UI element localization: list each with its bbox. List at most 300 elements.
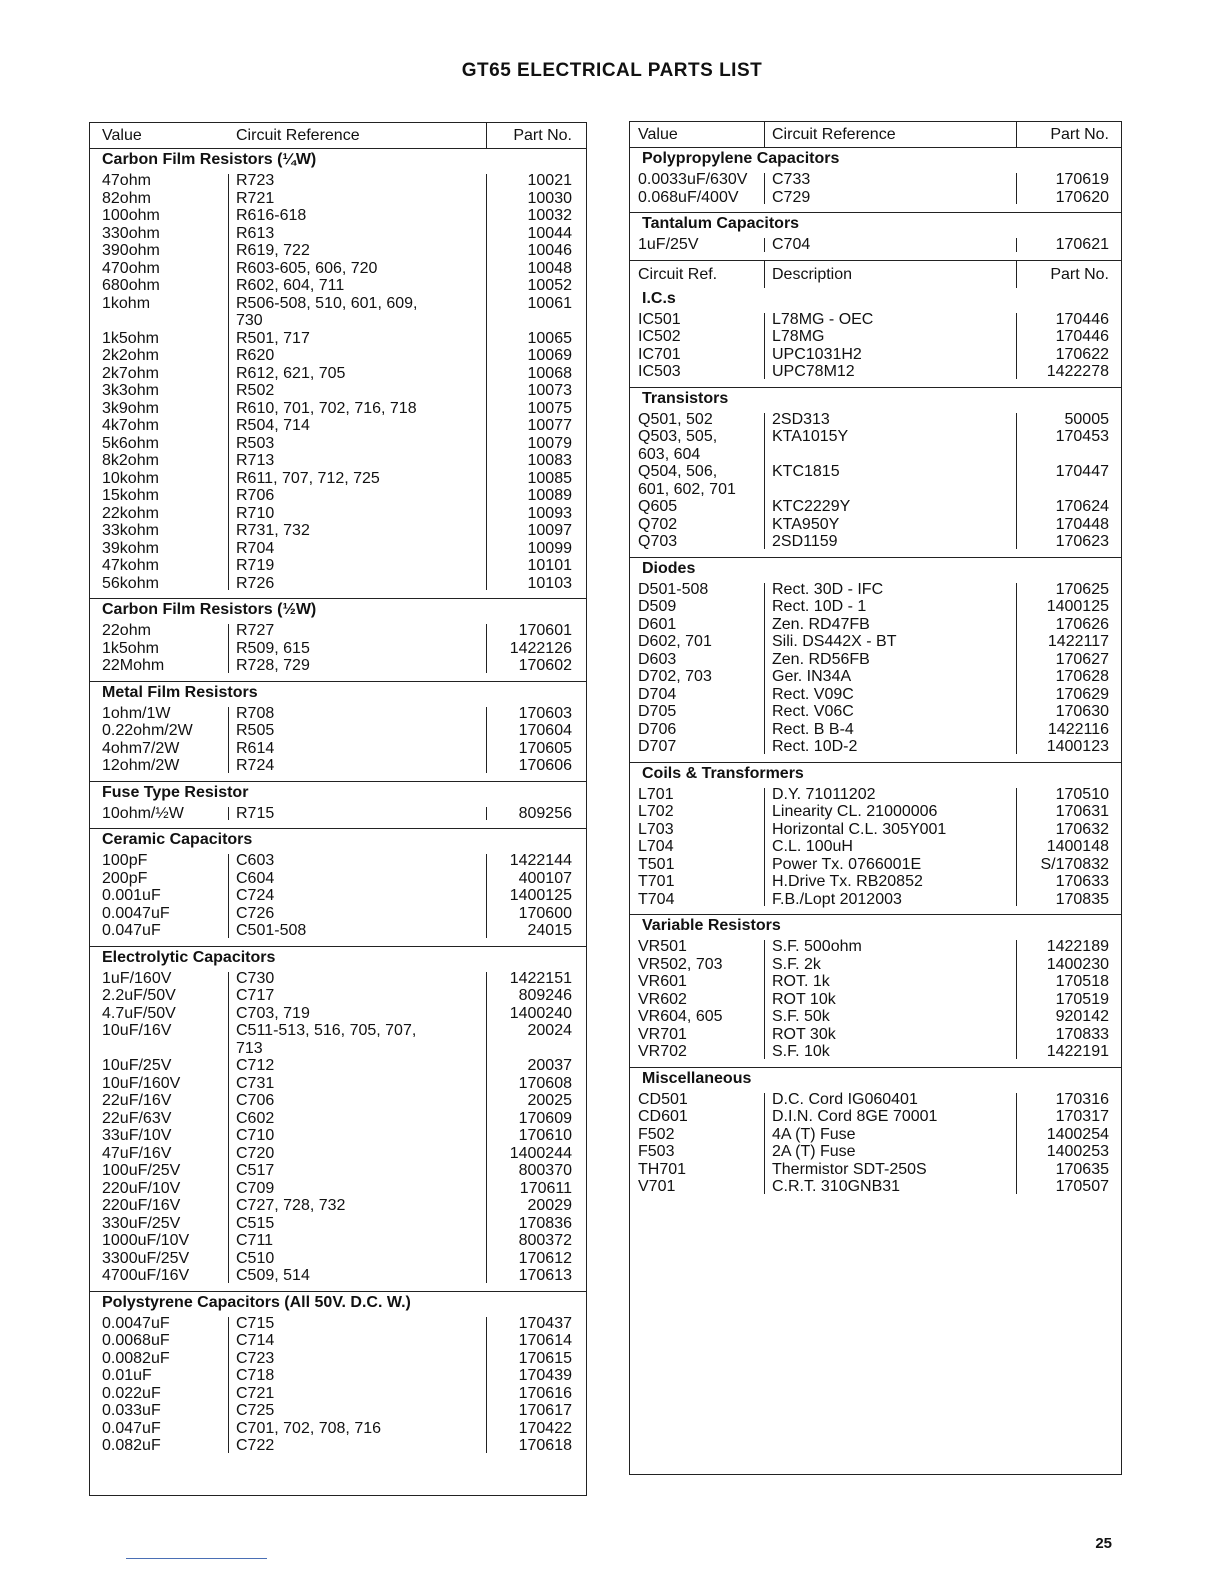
table-row bbox=[630, 786, 1121, 804]
cell-part-no: 1422191 bbox=[1046, 1043, 1109, 1060]
parts-section bbox=[630, 914, 1121, 1067]
table-row bbox=[630, 991, 1121, 1009]
cell-value: 0.047uF bbox=[102, 1419, 161, 1437]
cell-part-no: 50005 bbox=[1064, 410, 1109, 428]
cell-reference: Power Tx. 0766001E bbox=[772, 855, 922, 873]
column-divider bbox=[228, 707, 229, 773]
cell-value: 4.7uF/50V bbox=[102, 1004, 176, 1022]
table-row bbox=[90, 347, 586, 365]
page-number: 25 bbox=[1095, 1535, 1112, 1552]
cell-reference: R610, 701, 702, 716, 718 bbox=[236, 399, 417, 417]
cell-reference: R603-605, 606, 720 bbox=[236, 259, 378, 277]
cell-part-no: 1422144 bbox=[509, 852, 572, 869]
cell-value: CD601 bbox=[638, 1108, 688, 1125]
footer-rule bbox=[126, 1558, 267, 1559]
cell-reference: R724 bbox=[236, 757, 275, 774]
cell-part-no: 170422 bbox=[518, 1419, 572, 1437]
cell-value: VR501 bbox=[638, 938, 687, 955]
cell-reference: S.F. 500ohm bbox=[772, 938, 862, 955]
table-row bbox=[90, 1367, 586, 1385]
table-row bbox=[630, 463, 1121, 481]
table-row bbox=[90, 722, 586, 740]
cell-reference: R619, 722 bbox=[236, 242, 310, 259]
cell-reference: Linearity CL. 21000006 bbox=[772, 803, 938, 820]
cell-reference: R502 bbox=[236, 382, 275, 399]
cell-reference: C511-513, 516, 705, 707, bbox=[236, 1022, 417, 1039]
cell-value: Q702 bbox=[638, 515, 678, 533]
table-row bbox=[90, 1350, 586, 1368]
cell-reference: C.L. 100uH bbox=[772, 838, 853, 855]
cell-value: D706 bbox=[638, 720, 677, 738]
cell-part-no: 170510 bbox=[1055, 785, 1109, 803]
cell-part-no: 170317 bbox=[1055, 1108, 1109, 1125]
cell-part-no: 1400123 bbox=[1046, 738, 1109, 755]
table-row bbox=[630, 616, 1121, 634]
cell-value: 0.0047uF bbox=[102, 1314, 170, 1332]
cell-part-no: 170622 bbox=[1055, 345, 1109, 363]
cell-reference: KTA950Y bbox=[772, 515, 840, 533]
cell-value: 22ohm bbox=[102, 622, 151, 639]
cell-reference: S.F. 50k bbox=[772, 1008, 830, 1025]
table-header bbox=[630, 122, 1121, 148]
section-rows bbox=[630, 938, 1121, 1061]
table-row bbox=[90, 400, 586, 418]
cell-part-no: 1400240 bbox=[509, 1004, 572, 1022]
cell-reference: C703, 719 bbox=[236, 1004, 310, 1022]
cell-reference: Thermistor SDT-250S bbox=[772, 1160, 927, 1178]
cell-part-no: 170633 bbox=[1055, 873, 1109, 890]
table-row bbox=[630, 651, 1121, 669]
column-divider bbox=[486, 624, 487, 673]
cell-value: 0.001uF bbox=[102, 887, 161, 904]
table-row bbox=[90, 1402, 586, 1420]
cell-part-no: 170602 bbox=[518, 657, 572, 674]
cell-part-no: 170609 bbox=[518, 1109, 572, 1127]
cell-reference: C726 bbox=[236, 904, 275, 922]
column-divider bbox=[1016, 261, 1017, 288]
cell-value: 8k2ohm bbox=[102, 452, 159, 469]
cell-part-no: 170507 bbox=[1055, 1178, 1109, 1195]
cell-reference: R726 bbox=[236, 574, 275, 592]
cell-reference: R501, 717 bbox=[236, 329, 310, 347]
header-circuit-ref: Circuit Ref. bbox=[638, 265, 718, 283]
table-row bbox=[630, 686, 1121, 704]
cell-value: 0.01uF bbox=[102, 1367, 152, 1384]
cell-value: 33uF/10V bbox=[102, 1127, 172, 1144]
cell-reference: R503 bbox=[236, 434, 275, 452]
cell-reference: C724 bbox=[236, 887, 275, 904]
cell-reference: D.I.N. Cord 8GE 70001 bbox=[772, 1108, 938, 1125]
table-row bbox=[630, 973, 1121, 991]
section-title: Electrolytic Capacitors bbox=[102, 948, 276, 966]
cell-part-no: 10103 bbox=[527, 574, 572, 592]
cell-part-no: 170632 bbox=[1055, 820, 1109, 838]
cell-value: 33kohm bbox=[102, 522, 159, 539]
cell-reference: R509, 615 bbox=[236, 639, 310, 657]
column-divider bbox=[486, 1317, 487, 1453]
table-row bbox=[90, 505, 586, 523]
cell-part-no: 10073 bbox=[527, 382, 572, 399]
table-row bbox=[90, 852, 586, 870]
cell-value: 47kohm bbox=[102, 557, 159, 574]
cell-part-no: 170625 bbox=[1055, 580, 1109, 598]
table-row bbox=[90, 487, 586, 505]
cell-value: 1ohm/1W bbox=[102, 704, 171, 722]
table-row bbox=[630, 838, 1121, 856]
cell-reference: Rect. 10D-2 bbox=[772, 738, 858, 755]
cell-part-no: 170518 bbox=[1055, 973, 1109, 990]
cell-reference: R731, 732 bbox=[236, 522, 310, 539]
table-row bbox=[630, 481, 1121, 499]
table-row bbox=[90, 1180, 586, 1198]
column-divider bbox=[764, 261, 765, 288]
cell-value: 4700uF/16V bbox=[102, 1267, 190, 1284]
cell-reference: C733 bbox=[772, 171, 811, 188]
table-row bbox=[90, 1232, 586, 1250]
column-divider bbox=[486, 707, 487, 773]
table-row bbox=[90, 225, 586, 243]
cell-part-no: 170628 bbox=[1055, 668, 1109, 685]
cell-reference: Horizontal C.L. 305Y001 bbox=[772, 820, 947, 838]
cell-reference: H.Drive Tx. RB20852 bbox=[772, 873, 923, 890]
cell-part-no: 170446 bbox=[1055, 328, 1109, 345]
cell-reference: R620 bbox=[236, 347, 275, 364]
table-row bbox=[90, 1385, 586, 1403]
cell-value: 603, 604 bbox=[638, 445, 701, 463]
column-divider bbox=[1016, 940, 1017, 1059]
column-divider bbox=[1016, 313, 1017, 379]
cell-value: 3k9ohm bbox=[102, 399, 159, 417]
cell-reference: C721 bbox=[236, 1384, 275, 1402]
cell-part-no: 1400253 bbox=[1046, 1143, 1109, 1160]
cell-part-no: 170608 bbox=[518, 1074, 572, 1092]
cell-value: 47uF/16V bbox=[102, 1144, 172, 1162]
cell-reference: C717 bbox=[236, 987, 275, 1004]
table-row bbox=[90, 622, 586, 640]
cell-part-no: 170631 bbox=[1055, 803, 1109, 820]
table-row bbox=[90, 740, 586, 758]
cell-value: VR502, 703 bbox=[638, 955, 723, 973]
cell-reference: R611, 707, 712, 725 bbox=[236, 469, 380, 487]
section-title: Variable Resistors bbox=[642, 917, 781, 934]
section-title: Carbon Film Resistors (¼W) bbox=[102, 151, 317, 168]
cell-value: Q605 bbox=[638, 498, 678, 515]
table-row bbox=[90, 922, 586, 940]
table-row bbox=[630, 171, 1121, 189]
table-row bbox=[630, 346, 1121, 364]
table-row bbox=[630, 1026, 1121, 1044]
cell-reference: C509, 514 bbox=[236, 1267, 310, 1284]
cell-reference: C515 bbox=[236, 1214, 275, 1232]
table-row bbox=[630, 1008, 1121, 1026]
column-divider bbox=[228, 174, 229, 590]
cell-part-no: 10089 bbox=[527, 487, 572, 504]
cell-part-no: 170621 bbox=[1055, 236, 1109, 253]
table-row bbox=[90, 522, 586, 540]
cell-value: 10uF/16V bbox=[102, 1022, 172, 1039]
cell-part-no: 170615 bbox=[518, 1349, 572, 1367]
parts-section bbox=[630, 212, 1121, 260]
cell-reference: Rect. 10D - 1 bbox=[772, 598, 867, 615]
cell-value: D509 bbox=[638, 598, 677, 615]
table-row bbox=[90, 987, 586, 1005]
cell-part-no: 170623 bbox=[1055, 533, 1109, 550]
cell-reference: Rect. 30D - IFC bbox=[772, 580, 884, 598]
cell-part-no: 809246 bbox=[518, 987, 572, 1004]
table-row bbox=[630, 668, 1121, 686]
cell-value: 200pF bbox=[102, 869, 148, 887]
cell-value: VR602 bbox=[638, 990, 687, 1008]
column-divider bbox=[1016, 413, 1017, 549]
column-divider bbox=[764, 122, 765, 147]
cell-part-no: 170617 bbox=[518, 1402, 572, 1419]
section-rows bbox=[630, 171, 1121, 206]
cell-value: L704 bbox=[638, 838, 674, 855]
column-divider bbox=[764, 238, 765, 252]
section-rows bbox=[90, 852, 586, 940]
cell-value: 22uF/16V bbox=[102, 1092, 172, 1109]
cell-value: 2k2ohm bbox=[102, 347, 159, 364]
cell-value: 220uF/10V bbox=[102, 1179, 181, 1197]
table-row bbox=[630, 633, 1121, 651]
cell-value: 0.0082uF bbox=[102, 1349, 170, 1367]
table-row bbox=[90, 435, 586, 453]
cell-value: F503 bbox=[638, 1143, 675, 1160]
cell-value: D601 bbox=[638, 615, 677, 633]
cell-part-no: 170619 bbox=[1055, 171, 1109, 188]
table-row bbox=[630, 498, 1121, 516]
cell-part-no: 10044 bbox=[527, 224, 572, 242]
cell-reference: C706 bbox=[236, 1092, 275, 1109]
cell-part-no: 920142 bbox=[1055, 1008, 1109, 1025]
table-row bbox=[90, 1250, 586, 1268]
cell-reference: ROT 10k bbox=[772, 990, 836, 1008]
table-row bbox=[90, 1215, 586, 1233]
cell-part-no: 1400244 bbox=[509, 1144, 572, 1162]
cell-part-no: 170624 bbox=[1055, 498, 1109, 515]
right-parts-table bbox=[629, 121, 1122, 1475]
section-title: Miscellaneous bbox=[642, 1069, 752, 1087]
cell-value: 0.082uF bbox=[102, 1437, 161, 1454]
cell-part-no: 1422116 bbox=[1047, 720, 1109, 738]
cell-part-no: 10046 bbox=[527, 242, 572, 259]
cell-part-no: 1400125 bbox=[509, 887, 572, 904]
table-row bbox=[90, 575, 586, 593]
section-rows bbox=[630, 311, 1121, 381]
parts-section bbox=[90, 781, 586, 829]
cell-value: VR702 bbox=[638, 1043, 687, 1060]
table-row bbox=[630, 956, 1121, 974]
cell-reference: S.F. 2k bbox=[772, 955, 821, 973]
cell-part-no: 1422126 bbox=[509, 639, 572, 657]
cell-part-no: 1422117 bbox=[1047, 633, 1109, 650]
column-divider bbox=[1016, 583, 1017, 754]
column-divider bbox=[486, 854, 487, 938]
cell-value: 1k5ohm bbox=[102, 639, 159, 657]
cell-part-no: 170614 bbox=[518, 1332, 572, 1349]
section-rows bbox=[90, 805, 586, 823]
cell-part-no: 170600 bbox=[518, 904, 572, 922]
column-divider bbox=[486, 972, 487, 1283]
cell-part-no: 170629 bbox=[1055, 685, 1109, 703]
table-row bbox=[630, 533, 1121, 551]
cell-reference: L78MG bbox=[772, 328, 825, 345]
table-row bbox=[90, 417, 586, 435]
cell-part-no: 170616 bbox=[518, 1384, 572, 1402]
cell-value: TH701 bbox=[638, 1160, 687, 1178]
cell-part-no: 10093 bbox=[527, 504, 572, 522]
cell-value: 22uF/63V bbox=[102, 1109, 172, 1127]
cell-reference: C723 bbox=[236, 1349, 275, 1367]
cell-part-no: 10065 bbox=[527, 329, 572, 347]
table-row bbox=[90, 1197, 586, 1215]
section-rows bbox=[630, 1091, 1121, 1196]
cell-value: D602, 701 bbox=[638, 633, 712, 650]
table-row bbox=[90, 1420, 586, 1438]
parts-section bbox=[630, 148, 1121, 212]
cell-value: IC701 bbox=[638, 345, 681, 363]
parts-section bbox=[90, 681, 586, 781]
cell-reference: R728, 729 bbox=[236, 657, 310, 674]
cell-value: 1kohm bbox=[102, 294, 151, 312]
section-title: Coils & Transformers bbox=[642, 764, 804, 782]
cell-reference: Rect. V06C bbox=[772, 703, 854, 720]
cell-reference: Rect. V09C bbox=[772, 685, 854, 703]
cell-reference: R504, 714 bbox=[236, 417, 310, 434]
cell-value: 4k7ohm bbox=[102, 417, 159, 434]
section-rows bbox=[90, 1315, 586, 1455]
table-row bbox=[90, 1092, 586, 1110]
cell-value: 12ohm/2W bbox=[102, 757, 180, 774]
cell-part-no: 10068 bbox=[527, 364, 572, 382]
cell-part-no: 170635 bbox=[1055, 1160, 1109, 1178]
cell-part-no: 170612 bbox=[518, 1249, 572, 1267]
parts-section bbox=[90, 598, 586, 681]
cell-part-no: 170606 bbox=[518, 757, 572, 774]
column-divider bbox=[764, 173, 765, 204]
cell-part-no: 1400125 bbox=[1046, 598, 1109, 615]
cell-value: 5k6ohm bbox=[102, 434, 159, 452]
column-divider bbox=[1016, 122, 1017, 147]
table-row bbox=[90, 1057, 586, 1075]
section-title: Polypropylene Capacitors bbox=[642, 150, 840, 167]
cell-reference: KTA1015Y bbox=[772, 428, 849, 445]
cell-value: 0.047uF bbox=[102, 922, 161, 939]
column-divider bbox=[228, 1317, 229, 1453]
cell-value: 470ohm bbox=[102, 259, 160, 277]
cell-value: T704 bbox=[638, 890, 675, 908]
section-rows bbox=[90, 622, 586, 675]
parts-section bbox=[630, 762, 1121, 915]
table-row bbox=[630, 516, 1121, 534]
left-parts-table bbox=[89, 122, 587, 1496]
table-row bbox=[630, 821, 1121, 839]
cell-reference: R710 bbox=[236, 504, 275, 522]
cell-reference: C731 bbox=[236, 1074, 275, 1092]
column-divider bbox=[764, 940, 765, 1059]
cell-reference: R704 bbox=[236, 539, 275, 557]
cell-part-no: 10097 bbox=[527, 522, 572, 539]
cell-part-no: 10061 bbox=[527, 294, 572, 312]
cell-reference: S.F. 10k bbox=[772, 1043, 830, 1060]
cell-reference: R706 bbox=[236, 487, 275, 504]
table-row bbox=[90, 1145, 586, 1163]
cell-part-no: 170447 bbox=[1055, 463, 1109, 480]
cell-part-no: 170630 bbox=[1055, 703, 1109, 720]
cell-value: IC501 bbox=[638, 310, 681, 328]
column-divider bbox=[764, 313, 765, 379]
table-row bbox=[90, 382, 586, 400]
cell-part-no: 170618 bbox=[518, 1437, 572, 1454]
table-row bbox=[630, 1178, 1121, 1196]
table-row bbox=[630, 703, 1121, 721]
table-row bbox=[630, 411, 1121, 429]
cell-part-no: 170439 bbox=[518, 1367, 572, 1384]
cell-part-no: 10083 bbox=[527, 452, 572, 469]
section-title: I.C.s bbox=[642, 289, 676, 307]
cell-reference: R613 bbox=[236, 224, 275, 242]
section-title: Diodes bbox=[642, 559, 696, 577]
cell-value: 10uF/160V bbox=[102, 1074, 181, 1092]
cell-reference: Zen. RD56FB bbox=[772, 650, 870, 668]
cell-reference: R612, 621, 705 bbox=[236, 364, 346, 382]
cell-reference: R614 bbox=[236, 739, 275, 757]
column-divider bbox=[486, 123, 487, 148]
cell-reference: UPC1031H2 bbox=[772, 345, 862, 363]
cell-part-no: 170833 bbox=[1055, 1025, 1109, 1043]
table-row bbox=[90, 1022, 586, 1040]
table-row bbox=[90, 757, 586, 775]
cell-part-no: 1422151 bbox=[509, 969, 572, 987]
header-part-no: Part No. bbox=[1050, 265, 1109, 283]
cell-value: 10uF/25V bbox=[102, 1057, 172, 1074]
cell-reference: Ger. IN34A bbox=[772, 668, 852, 685]
table-row bbox=[630, 189, 1121, 207]
cell-part-no: 170437 bbox=[518, 1314, 572, 1332]
table-row bbox=[90, 1040, 586, 1058]
section-title: Ceramic Capacitors bbox=[102, 831, 253, 848]
cell-part-no: 10052 bbox=[527, 277, 572, 294]
cell-part-no: 170603 bbox=[518, 704, 572, 722]
table-row bbox=[630, 738, 1121, 756]
table-row bbox=[90, 1437, 586, 1455]
cell-value: 330uF/25V bbox=[102, 1214, 181, 1232]
cell-value: 2k7ohm bbox=[102, 364, 159, 382]
cell-part-no: 10099 bbox=[527, 539, 572, 557]
section-rows bbox=[630, 236, 1121, 254]
cell-value: 0.0068uF bbox=[102, 1332, 170, 1349]
cell-value: L703 bbox=[638, 820, 674, 838]
cell-value: D707 bbox=[638, 738, 677, 755]
right-capacitor-sections bbox=[630, 148, 1121, 260]
cell-value: Q501, 502 bbox=[638, 410, 713, 428]
cell-reference: ROT 30k bbox=[772, 1025, 836, 1043]
cell-part-no: 10077 bbox=[527, 417, 572, 434]
table-row bbox=[90, 452, 586, 470]
cell-reference: L78MG - OEC bbox=[772, 310, 874, 328]
cell-reference: C604 bbox=[236, 869, 275, 887]
cell-value: 3k3ohm bbox=[102, 382, 159, 399]
cell-part-no: 800370 bbox=[518, 1162, 572, 1179]
column-divider bbox=[764, 788, 765, 907]
cell-reference: D.Y. 71011202 bbox=[772, 785, 876, 803]
cell-reference: R721 bbox=[236, 189, 275, 207]
table-row bbox=[90, 207, 586, 225]
table-row bbox=[630, 428, 1121, 446]
cell-value: D702, 703 bbox=[638, 668, 712, 685]
cell-value: IC503 bbox=[638, 363, 681, 380]
cell-part-no: 170836 bbox=[518, 1214, 572, 1232]
